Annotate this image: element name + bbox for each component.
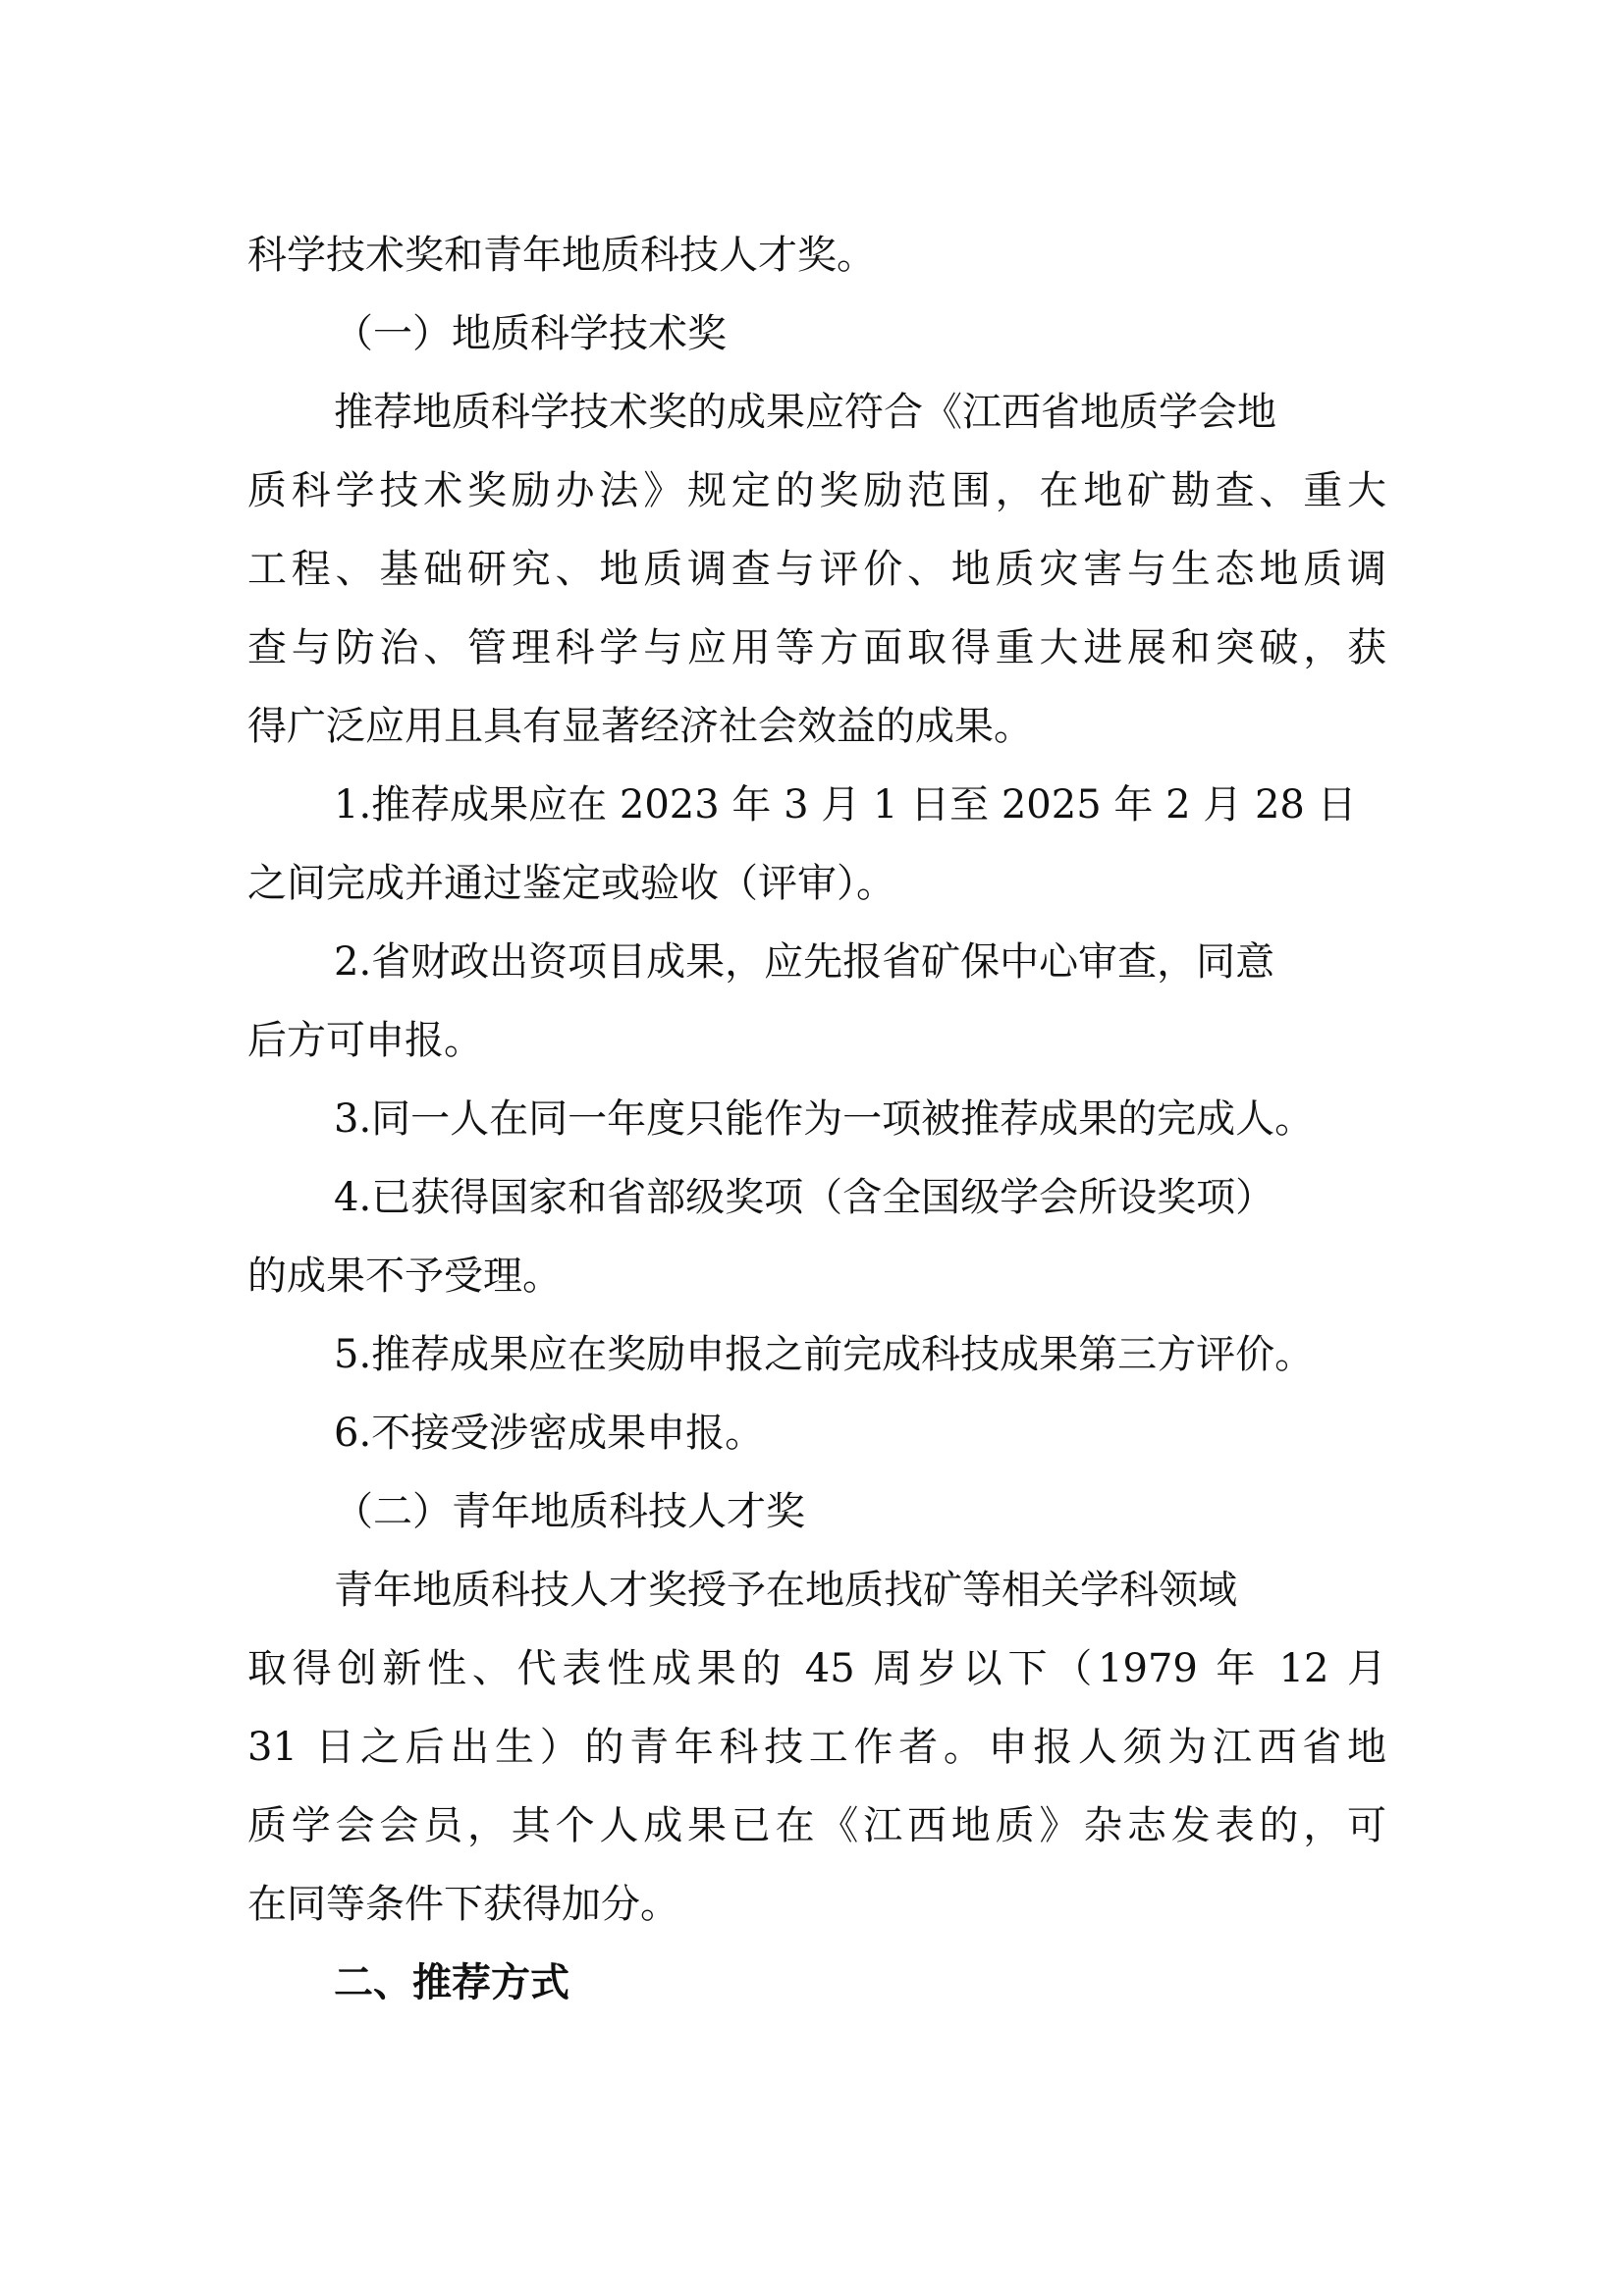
text-line: 查与防治、管理科学与应用等方面取得重大进展和突破，获 [247, 625, 1386, 670]
text-line: 青年地质科技人才奖授予在地质找矿等相关学科领域 [334, 1568, 1237, 1613]
text-line: 推荐地质科学技术奖的成果应符合《江西省地质学会地 [334, 390, 1276, 435]
list-item: 1.推荐成果应在 2023 年 3 月 1 日至 2025 年 2 月 28 日 [334, 782, 1357, 828]
section-heading: （二）青年地质科技人才奖 [334, 1489, 805, 1534]
list-item: 5.推荐成果应在奖励申报之前完成科技成果第三方评价。 [334, 1332, 1315, 1377]
list-item: 2.省财政出资项目成果，应先报省矿保中心审查，同意 [334, 939, 1275, 985]
chapter-heading: 二、推荐方式 [334, 1959, 569, 2005]
list-item: 4.已获得国家和省部级奖项（含全国级学会所设奖项） [334, 1175, 1275, 1220]
text-line: 质学会会员，其个人成果已在《江西地质》杂志发表的，可 [247, 1803, 1386, 1848]
text-line: 的成果不予受理。 [247, 1254, 562, 1299]
text-line: 质科学技术奖励办法》规定的奖励范围，在地矿勘查、重大 [247, 468, 1386, 513]
text-line: 得广泛应用且具有显著经济社会效益的成果。 [247, 704, 1033, 749]
text-line: 科学技术奖和青年地质科技人才奖。 [247, 233, 876, 278]
text-line: 在同等条件下获得加分。 [247, 1882, 679, 1927]
list-item: 3.同一人在同一年度只能作为一项被推荐成果的完成人。 [334, 1096, 1315, 1142]
text-line: 取得创新性、代表性成果的 45 周岁以下（1979 年 12 月 [247, 1646, 1386, 1691]
list-item: 6.不接受涉密成果申报。 [334, 1411, 765, 1456]
section-heading: （一）地质科学技术奖 [334, 311, 727, 356]
text-line: 之间完成并通过鉴定或验收（评审）。 [247, 861, 895, 906]
text-line: 工程、基础研究、地质调查与评价、地质灾害与生态地质调 [247, 547, 1386, 592]
text-line: 31 日之后出生）的青年科技工作者。申报人须为江西省地 [247, 1725, 1386, 1770]
text-line: 后方可申报。 [247, 1018, 483, 1063]
